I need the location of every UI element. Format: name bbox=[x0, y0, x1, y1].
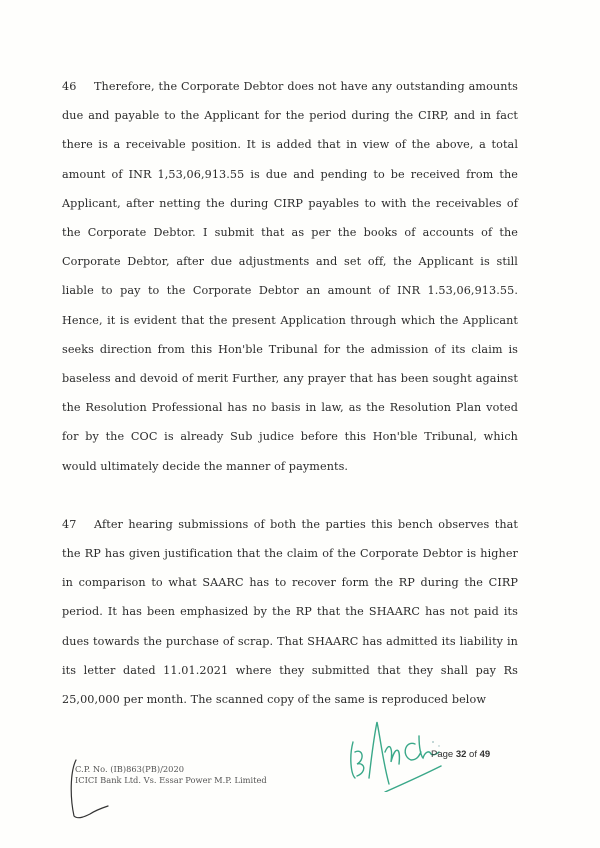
signature-icon bbox=[345, 712, 445, 792]
current-page: 32 bbox=[455, 749, 467, 760]
paragraph-47 bbox=[62, 510, 518, 714]
page-number: Page 32 of 49 bbox=[431, 749, 491, 760]
case-title: ICICI Bank Ltd. Vs. Essar Power M.P. Limited bbox=[75, 775, 267, 785]
document-body bbox=[62, 72, 518, 714]
case-reference bbox=[75, 764, 267, 786]
paragraph-text: After hearing submissions of both the parties this bench observes that the RP has given justification that the claim of the Corporate Debtor is higher in comparison to what SAARC has to recover form the RP during the CIRP period. It has been emphasized by the RP that the SHAARC has not paid its dues towards the purchase of scrap. That SHAARC has admitted its liability in its letter dated 11.01.2021 where they submitted that they shall pay Rs 25,00,000 per month. The scanned copy of the same is reproduced below bbox=[62, 517, 518, 707]
case-number: C.P. No. (IB)863(PB)/2020 bbox=[75, 764, 184, 774]
paragraph-number: 47 bbox=[62, 517, 77, 531]
total-pages: 49 bbox=[479, 749, 491, 760]
paragraph-number: 46 bbox=[62, 80, 77, 93]
paragraph-46 bbox=[62, 72, 518, 481]
paragraph-text: Therefore, the Corporate Debtor does not have any outstanding amounts due and payable to the Applicant for the period during the CIRP, and in fact there is a receivable position. It is added that in view of the above, a total amount of INR 1,53,06,913.55 is due and pending to be received from the Applicant, after netting the during CIRP payables to with the receivables of the Corporate Debtor. I submit that as per the books of accounts of the Corporate Debtor, after due adjustments and set off, the Applicant is still liable to pay to the Corporate Debtor an amount of INR 1.53,06,913.55. Hence, it is evident that the present Application through which the Applicant seeks direction from this Hon'ble Tribunal for the admission of its claim is baseless and devoid of merit Further, any prayer that has been sought against the Resolution Professional has no basis in law, as the Resolution Plan voted for by the COC is already Sub judice before this Hon'ble Tribunal, which would ultimately decide the manner of payments. bbox=[62, 80, 518, 473]
